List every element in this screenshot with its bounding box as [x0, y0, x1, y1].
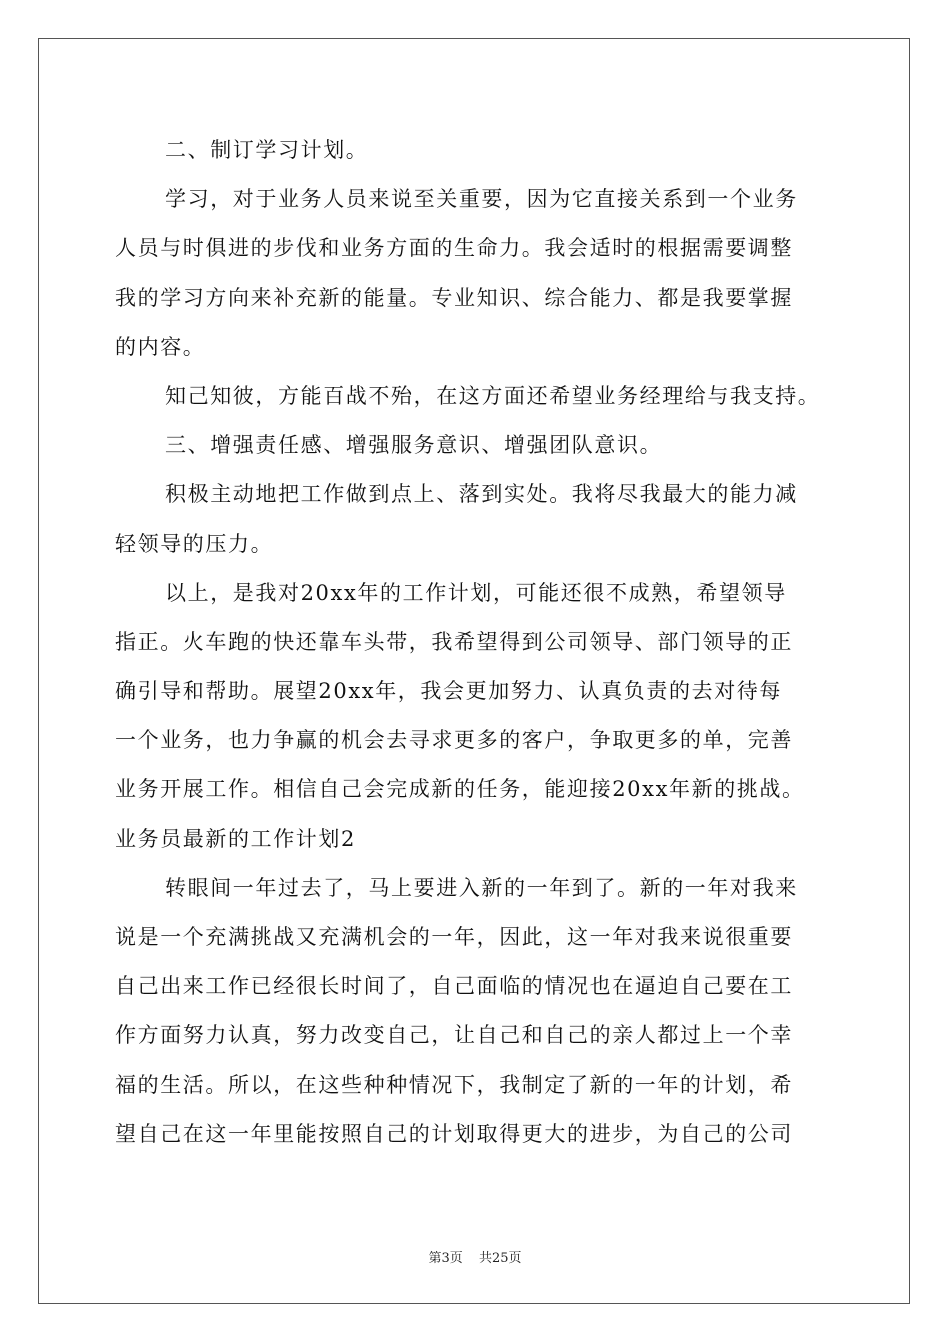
text-line: 望自己在这一年里能按照自己的计划取得更大的进步，为自己的公司 [115, 1121, 793, 1146]
text-line: 自己出来工作已经很长时间了，自己面临的情况也在逼迫自己要在工 [115, 974, 793, 999]
text-line: 积极主动地把工作做到点上、落到实处。我将尽我最大的能力减 [165, 482, 798, 507]
text-line: 确引导和帮助。展望20xx年，我会更加努力、认真负责的去对待每 [115, 679, 783, 704]
text-line: 一个业务，也力争赢的机会去寻求更多的客户，争取更多的单，完善 [115, 728, 793, 753]
text-line: 知己知彼，方能百战不殆，在这方面还希望业务经理给与我支持。 [165, 383, 821, 408]
text-line: 人员与时俱进的步伐和业务方面的生命力。我会适时的根据需要调整 [115, 236, 793, 261]
section-heading: 业务员最新的工作计划2 [115, 826, 356, 851]
text-line: 以上，是我对20xx年的工作计划，可能还很不成熟，希望领导 [165, 580, 787, 605]
text-line: 我的学习方向来补充新的能量。专业知识、综合能力、都是我要掌握 [115, 285, 793, 310]
text-line: 指正。火车跑的快还靠车头带，我希望得到公司领导、部门领导的正 [115, 629, 793, 654]
text-line: 作方面努力认真，努力改变自己，让自己和自己的亲人都过上一个幸 [115, 1023, 793, 1048]
text-line: 说是一个充满挑战又充满机会的一年，因此，这一年对我来说很重要 [115, 925, 793, 949]
document-body [115, 126, 837, 1159]
text-line: 业务开展工作。相信自己会完成新的任务，能迎接20xx年新的挑战。 [115, 777, 805, 802]
text-line: 的内容。 [115, 334, 206, 359]
text-line: 轻领导的压力。 [115, 531, 274, 556]
text-line: 转眼间一年过去了，马上要进入新的一年到了。新的一年对我来 [165, 875, 798, 900]
page-number: 第3页 [428, 1251, 463, 1266]
page-total: 共25页 [478, 1251, 522, 1266]
text-line: 二、制订学习计划。 [165, 138, 369, 162]
page-footer [0, 1247, 950, 1266]
text-line: 福的生活。所以，在这些种种情况下，我制定了新的一年的计划，希 [115, 1072, 793, 1097]
text-line: 三、增强责任感、增强服务意识、增强团队意识。 [165, 433, 663, 458]
text-line: 学习，对于业务人员来说至关重要，因为它直接关系到一个业务 [165, 187, 798, 212]
